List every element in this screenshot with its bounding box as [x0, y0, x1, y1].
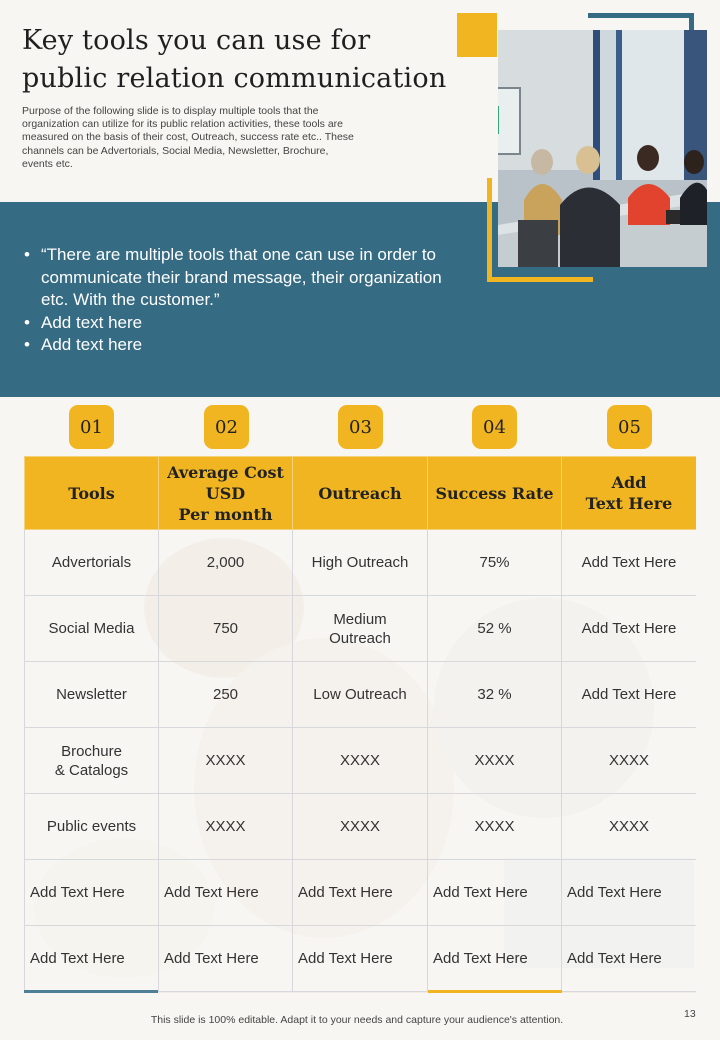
header-line: USD: [205, 483, 246, 503]
number-badge: 02: [204, 405, 249, 449]
banner-bullet: • Add text here: [24, 312, 469, 335]
header-line: Text Here: [585, 494, 673, 513]
slide-title: [22, 22, 492, 98]
title-line-2: public relation communication: [22, 63, 447, 94]
tools-table: [24, 456, 696, 992]
title-line-1: Key tools you can use for: [22, 25, 371, 56]
table-cell: [293, 662, 428, 728]
cell-text: XXXX: [474, 818, 515, 835]
table-cell: [428, 596, 562, 662]
cell-text: XXXX: [339, 818, 381, 835]
cell-text: Add Text Here: [581, 554, 677, 571]
table-cell: [562, 728, 697, 794]
table-cell: [159, 926, 293, 992]
cell-text: Low Outreach: [313, 686, 407, 703]
table-row: [25, 794, 697, 860]
cell-text: XXXX: [205, 752, 246, 769]
table-cell: [159, 728, 293, 794]
cell-text: Add Text Here: [433, 950, 528, 967]
cell-text: Add Text Here: [164, 884, 259, 901]
table-cell: [159, 794, 293, 860]
table-cell: [25, 596, 159, 662]
table-cell: [562, 596, 697, 662]
slide-description: Purpose of the following slide is to display multiple tools that the organization can utilize for its public relation activities, these tools are measured on the basis of their cost, Outreach, success rate etc.. These channels can be Advertorials, Social Media, Newsletter, Brochure, events etc.: [22, 105, 354, 170]
cell-text: Brochure: [61, 742, 122, 760]
table-cell: [562, 926, 697, 992]
cell-text: Social Media: [48, 620, 135, 637]
table-cell: [25, 794, 159, 860]
table-bottom-accent: [24, 990, 158, 993]
table-row: [25, 728, 697, 794]
header-line: Average Cost: [167, 462, 284, 482]
table-cell: [562, 662, 697, 728]
table-cell: [293, 728, 428, 794]
header-line: Per month: [178, 504, 273, 524]
cell-text: XXXX: [474, 752, 515, 769]
cell-text: 750: [212, 620, 239, 637]
page-number: 13: [684, 1008, 696, 1020]
cell-text: Add Text Here: [30, 950, 125, 967]
table-cell: [293, 596, 428, 662]
cell-text: 75%: [479, 554, 510, 571]
header-line: Add: [611, 473, 647, 492]
table-cell: [25, 728, 159, 794]
cell-text: & Catalogs: [54, 761, 129, 779]
cell-text: High Outreach: [311, 554, 409, 571]
cell-text: Add Text Here: [164, 950, 259, 967]
table-cell: [428, 728, 562, 794]
table-cell: [293, 794, 428, 860]
cell-text: Add Text Here: [298, 884, 393, 901]
table-cell: [25, 860, 159, 926]
cell-text: Public events: [46, 818, 137, 835]
decorative-yellow-square: [457, 13, 497, 57]
table-cell: [159, 596, 293, 662]
table-cell: [562, 794, 697, 860]
footer-note: This slide is 100% editable. Adapt it to your needs and capture your audience's attention.: [150, 1014, 564, 1026]
number-badge: 01: [69, 405, 114, 449]
table-cell: [428, 530, 562, 596]
table-cell: [159, 662, 293, 728]
table-row: [25, 662, 697, 728]
cell-text: Advertorials: [51, 554, 132, 571]
header-add-text: [562, 457, 697, 530]
cell-text: Add Text Here: [567, 884, 662, 901]
column-number-badges: [24, 405, 696, 449]
table-cell: [293, 860, 428, 926]
header-line: Success Rate: [435, 483, 554, 503]
cell-text: XXXX: [205, 818, 246, 835]
cell-text: Add Text Here: [581, 620, 677, 637]
table-cell: [562, 530, 697, 596]
cell-text: 2,000: [206, 554, 245, 571]
cell-text: XXXX: [608, 818, 650, 835]
table-cell: [159, 530, 293, 596]
table-bottom-accent: [428, 990, 562, 993]
cell-text: Add Text Here: [298, 950, 393, 967]
cell-text: Medium: [333, 610, 387, 628]
header-tools: [25, 457, 159, 530]
number-badge: 05: [607, 405, 652, 449]
cell-text: Outreach: [329, 629, 391, 647]
table-cell: [428, 926, 562, 992]
cell-text: Add Text Here: [567, 950, 662, 967]
cell-text: Add Text Here: [433, 884, 528, 901]
header-line: Tools: [68, 483, 115, 503]
cell-text: 250: [212, 686, 239, 703]
table-cell: [428, 662, 562, 728]
tools-table-container: [24, 456, 696, 993]
banner-bullet: • Add text here: [24, 334, 469, 357]
table-cell: [428, 860, 562, 926]
cell-text: Add Text Here: [30, 884, 125, 901]
number-badge: 04: [472, 405, 517, 449]
header-average-cost: [159, 457, 293, 530]
table-cell: [293, 926, 428, 992]
cell-text: XXXX: [608, 752, 650, 769]
table-cell: [562, 860, 697, 926]
banner-bullet-list: [24, 244, 469, 357]
table-row: [25, 530, 697, 596]
table-row: [25, 596, 697, 662]
decorative-yellow-frame: [487, 178, 593, 282]
table-cell: [25, 530, 159, 596]
header-line: Outreach: [318, 483, 402, 503]
cell-text: Newsletter: [56, 686, 127, 703]
table-cell: [25, 926, 159, 992]
number-badge: 03: [338, 405, 383, 449]
table-header-row: [25, 457, 697, 530]
cell-text: 52 %: [477, 620, 512, 637]
table-cell: [293, 530, 428, 596]
table-cell: [159, 860, 293, 926]
header-success-rate: [428, 457, 562, 530]
banner-bullet: • “There are multiple tools that one can use in order to communicate their brand message, their organization etc. With the customer.”: [24, 244, 469, 312]
table-cell: [428, 794, 562, 860]
cell-text: XXXX: [339, 752, 381, 769]
cell-text: Add Text Here: [581, 686, 677, 703]
table-row: [25, 926, 697, 992]
table-cell: [25, 662, 159, 728]
table-row: [25, 860, 697, 926]
header-outreach: [293, 457, 428, 530]
cell-text: 32 %: [477, 686, 512, 703]
